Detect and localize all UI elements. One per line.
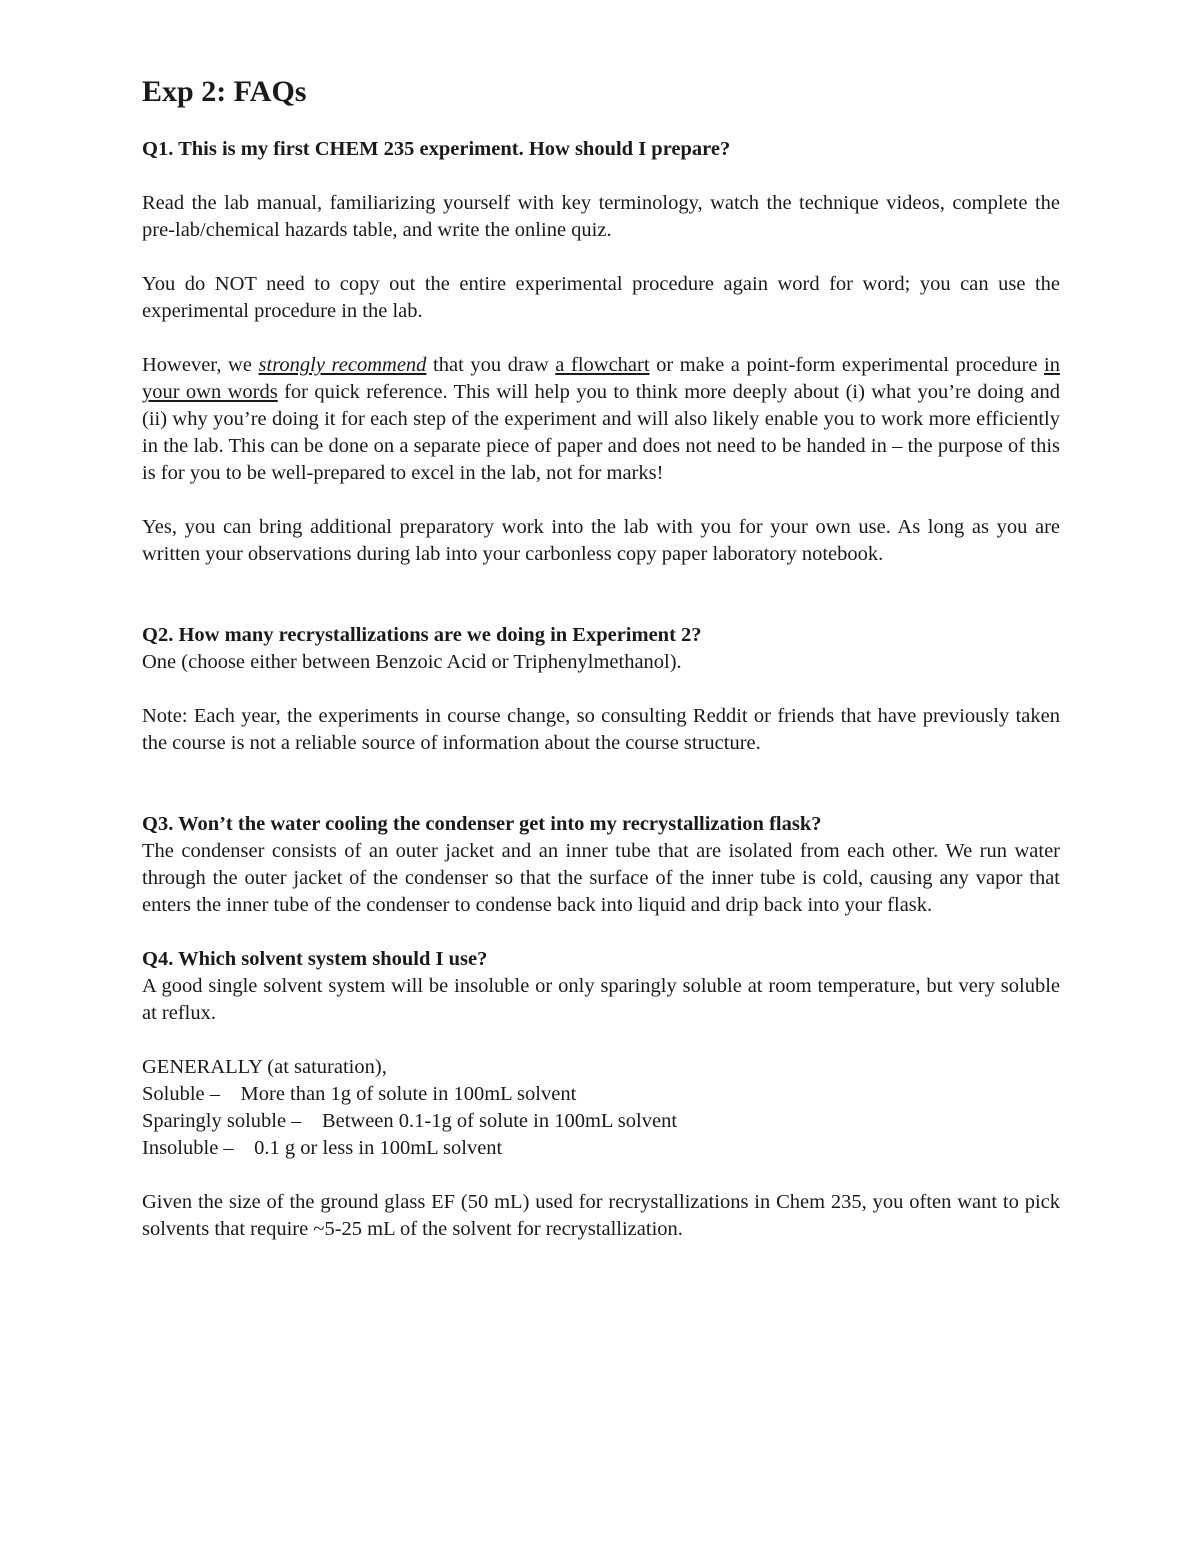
q4-question: Q4. Which solvent system should I use?: [142, 948, 488, 970]
solubility-row-sparingly: [142, 1108, 1060, 1135]
q1-p3-text-2: that you draw: [426, 354, 556, 376]
q1-p3-underline-flowchart: a flowchart: [555, 354, 650, 376]
q1-p3-text-4: for quick reference. This will help you to think more deeply about (i) what you’re doing and (ii) why you’re doing it for each step of the experiment and will also likely enable you to work more efficiently in the lab. This can be done on a separate piece of paper and does not need to be handed in – the purpose of this is for you to be well-prepared to excel in the lab, not for marks!: [142, 381, 1060, 484]
q4-final: Given the size of the ground glass EF (50 mL) used for recrystallizations in Chem 235, you often want to pick solvents that require ~5-25 mL of the solvent for recrystallization.: [142, 1191, 1060, 1240]
q1-paragraph-3: [142, 352, 1060, 487]
q1-p3-text-3: or make a point-form experimental procedure: [649, 354, 1045, 376]
q1-paragraph-1: Read the lab manual, familiarizing yourself with key terminology, watch the technique videos, complete the pre-lab/chemical hazards table, and write the online quiz.: [142, 192, 1060, 241]
solubility-row-soluble: [142, 1081, 1060, 1108]
q1-paragraph-2: You do NOT need to copy out the entire experimental procedure again word for word; you can use the experimental procedure in the lab.: [142, 273, 1060, 322]
solubility-row-insoluble: [142, 1135, 1060, 1162]
q2-note: Note: Each year, the experiments in course change, so consulting Reddit or friends that have previously taken the course is not a reliable source of information about the course structure.: [142, 705, 1060, 754]
q2-question: Q2. How many recrystallizations are we doing in Experiment 2?: [142, 624, 702, 646]
solubility-label: Insoluble –: [142, 1137, 234, 1159]
q1-p3-emphasis: strongly recommend: [258, 354, 427, 376]
q3-answer: The condenser consists of an outer jacket and an inner tube that are isolated from each other. We run water through the outer jacket of the condenser so that the surface of the inner tube is cold, causing any vapor that enters the inner tube of the condenser to condense back into liquid and drip back into your flask.: [142, 840, 1060, 916]
solubility-value: More than 1g of solute in 100mL solvent: [240, 1083, 577, 1105]
solubility-label: Soluble –: [142, 1083, 221, 1105]
q4-answer: A good single solvent system will be insoluble or only sparingly soluble at room temperature, but very soluble at reflux.: [142, 975, 1060, 1024]
solubility-value: Between 0.1-1g of solute in 100mL solvent: [321, 1110, 678, 1132]
page-title: Exp 2: FAQs: [142, 75, 307, 108]
solubility-value: 0.1 g or less in 100mL solvent: [254, 1137, 503, 1159]
q1-p3-text-1: However, we: [142, 354, 259, 376]
q2-answer: One (choose either between Benzoic Acid or Triphenylmethanol).: [142, 651, 682, 673]
q1-paragraph-4: Yes, you can bring additional preparatory work into the lab with you for your own use. As long as you are written your observations during lab into your carbonless copy paper laboratory notebook.: [142, 516, 1060, 565]
solubility-label: Sparingly soluble –: [142, 1110, 302, 1132]
q3-question: Q3. Won’t the water cooling the condenser get into my recrystallization flask?: [142, 813, 822, 835]
q4-generally: GENERALLY (at saturation),: [142, 1056, 387, 1078]
q1-p3-underline-own-words: in your own words: [142, 354, 1060, 403]
document-page: [142, 72, 1060, 1243]
q1-question: Q1. This is my first CHEM 235 experiment. How should I prepare?: [142, 138, 731, 160]
